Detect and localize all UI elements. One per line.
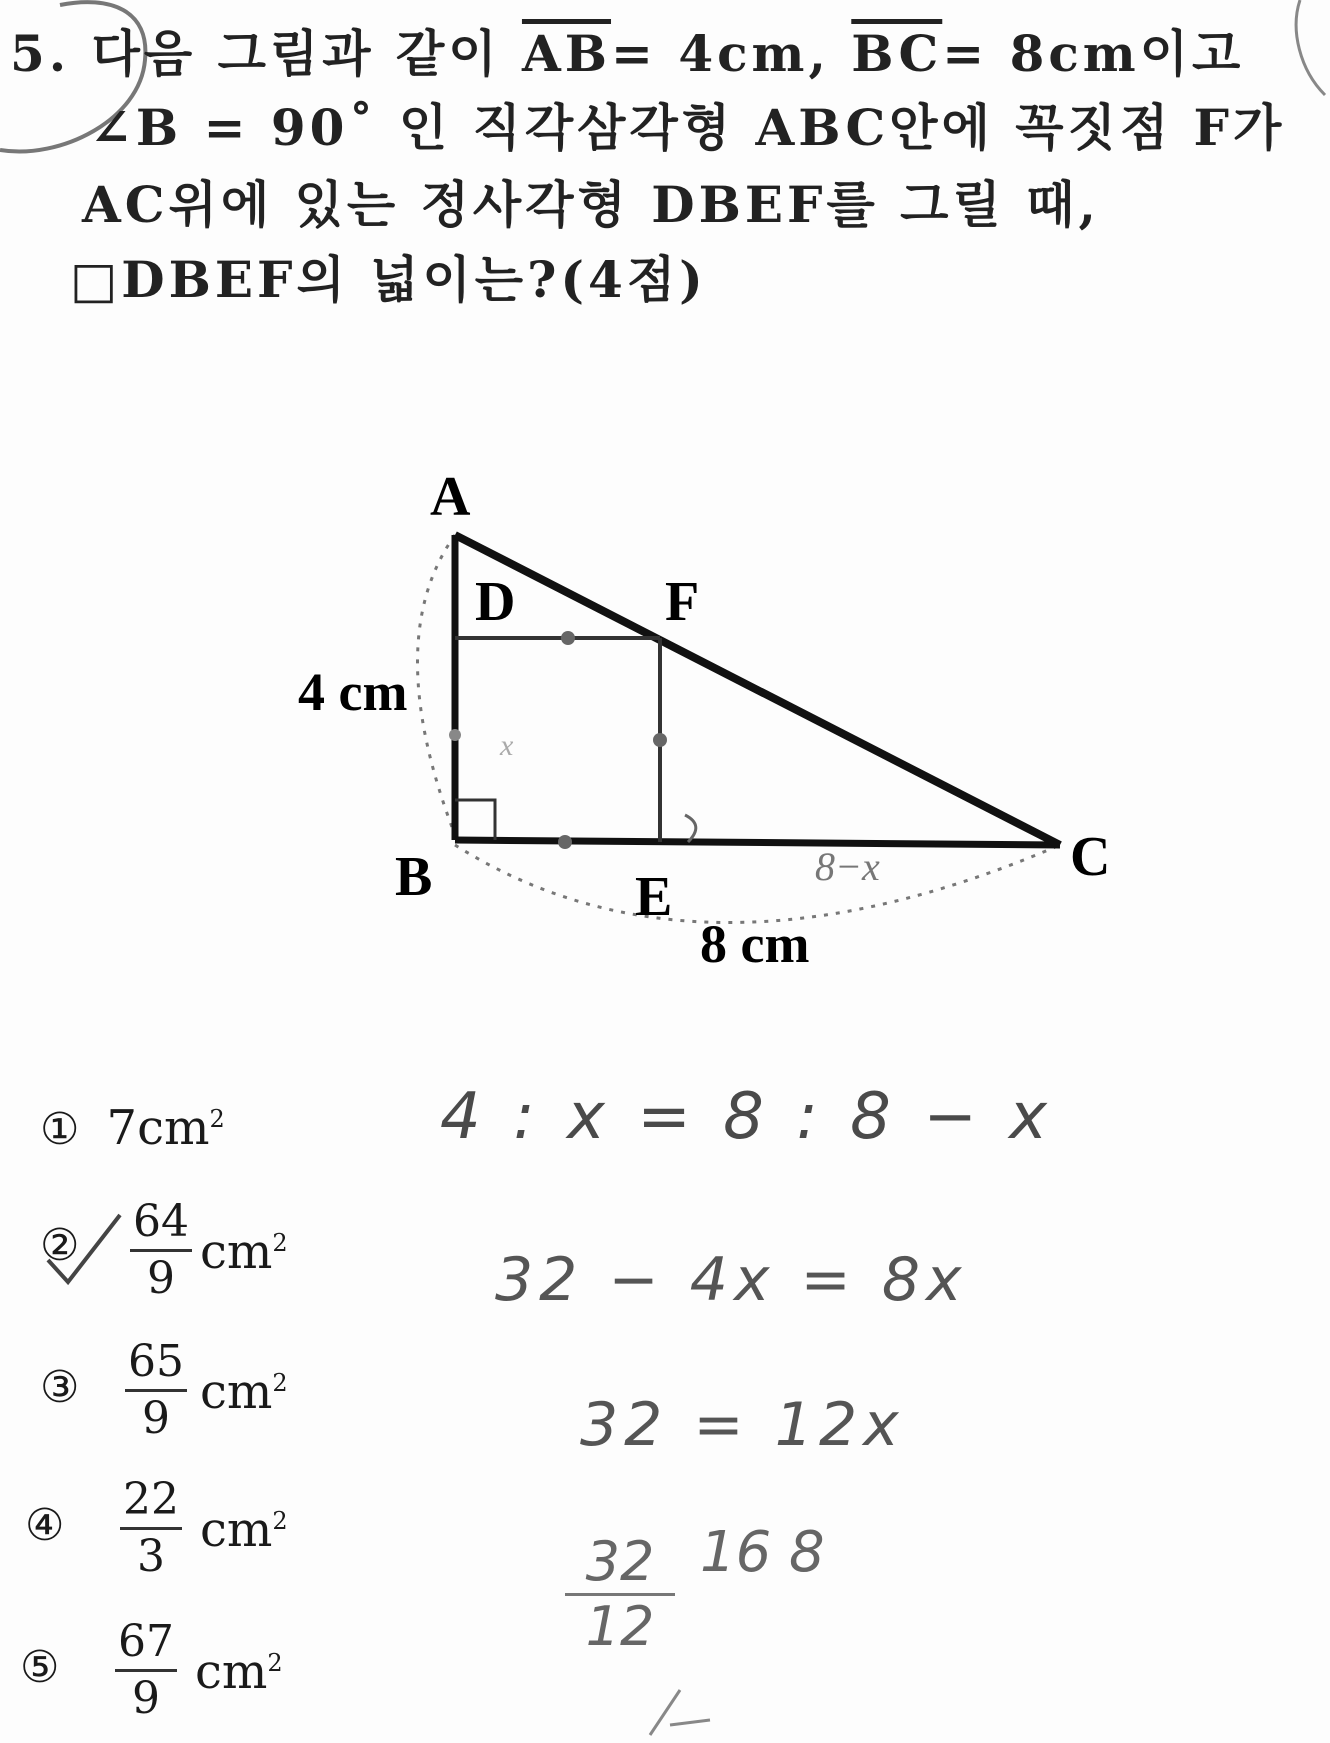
option-fraction: 67 9 (115, 1620, 177, 1721)
pencil-note-x: x (500, 729, 514, 762)
option-number: ② (40, 1220, 80, 1271)
option-number: ⑤ (20, 1642, 60, 1693)
option-number: ④ (25, 1500, 65, 1551)
option-fraction: 64 9 (130, 1200, 192, 1301)
side-ac (455, 535, 1060, 845)
segment-bc: $\overline{BC}$ (851, 24, 943, 83)
option-2[interactable]: ② 64 9 $cm^2$ (40, 1196, 288, 1304)
option-fraction: 65 9 (125, 1340, 187, 1441)
check-mark-icon (40, 1200, 130, 1290)
option-4[interactable]: ④ 22 3 $cm^2$ (25, 1474, 288, 1582)
triangle-figure (0, 440, 1330, 1000)
option-1[interactable] (40, 1100, 225, 1156)
tick-mark-db (449, 729, 461, 741)
handwritten-line-2: 32 − 4x = 8x (495, 1245, 968, 1315)
handwritten-line-1: 4 : x = 8 : 8 − x (440, 1080, 1054, 1154)
side-bc (455, 840, 1060, 845)
label-f: F (665, 571, 700, 633)
option-fraction: 22 3 (120, 1478, 182, 1579)
handwritten-side-note: 16 8 (700, 1520, 825, 1585)
segment-ab: $\overline{AB}$ (521, 24, 612, 83)
option-number: ③ (40, 1362, 80, 1413)
tick-mark-df (561, 631, 575, 645)
label-b: B (395, 846, 433, 908)
angle-arc-e (685, 815, 696, 842)
option-number: ① (40, 1104, 80, 1155)
bc-dashed-arc (455, 845, 1060, 923)
edge-mark (1296, 0, 1325, 95)
handwritten-fraction: 32 12 (555, 1535, 685, 1654)
label-e: E (635, 866, 673, 928)
ab-dashed-arc (418, 535, 456, 835)
pencil-note-8x: 8−x (815, 844, 880, 889)
handwritten-line-3: 32 = 12x (580, 1390, 905, 1460)
tick-mark-be (558, 835, 572, 849)
question-number: 5. (10, 24, 71, 83)
tick-mark-fe (653, 733, 667, 747)
question-line-4: □DBEF의 넓이는?(4점) (70, 250, 707, 309)
label-c: C (1070, 826, 1111, 888)
question-line-2: ∠B = 90˚ 인 직각삼각형 ABC안에 꼭짓점 F가 (90, 98, 1286, 157)
pencil-strike (640, 1680, 770, 1740)
question-line-1: 5. 다음 그림과 같이 $\overline{AB}= 4cm$, $\overline{BC}= 8cm$이고 (10, 24, 1245, 83)
option-5[interactable]: ⑤ 67 9 $cm^2$ (20, 1616, 283, 1724)
label-bc-length: 8 cm (700, 914, 810, 974)
question-line-3: AC위에 있는 정사각형 DBEF를 그릴 때, (82, 175, 1100, 234)
label-d: D (475, 571, 516, 633)
right-angle-marker (455, 800, 495, 840)
label-ab-length: 4 cm (298, 662, 408, 722)
label-a: A (430, 466, 471, 528)
option-value: $7cm^2$ (106, 1100, 225, 1156)
option-3[interactable]: ③ 65 9 $cm^2$ (40, 1336, 288, 1444)
